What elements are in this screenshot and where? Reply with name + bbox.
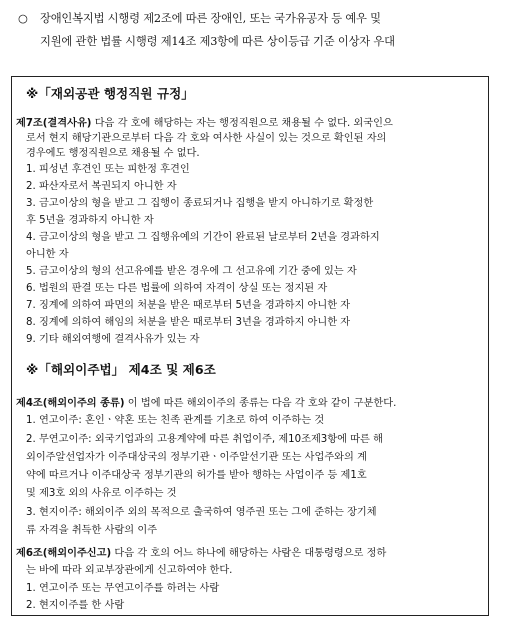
- article-4-line-1: [16, 397, 396, 411]
- circle-bullet-icon: ○: [18, 12, 28, 25]
- article-4-item-cont: 류 자격을 취득한 사람의 이주: [26, 525, 158, 536]
- article-7-item: 4. 금고이상의 형을 받고 그 집행유예의 기간이 완료된 날로부터 2년을 경과하지: [26, 232, 380, 243]
- article-7-item: 3. 금고이상의 형을 받고 그 집행이 종료되거나 집행을 받지 아니하기로 확정한: [26, 198, 374, 209]
- article-6-text: 다음 각 호의 어느 하나에 해당하는 사람은 대통령령으로 정하: [111, 548, 387, 559]
- intro-line-1: 장애인복지법 시행령 제2조에 따른 장애인, 또는 국가유공자 등 예우 및: [40, 12, 381, 25]
- article-6-line-2: 는 바에 따라 외교부장관에게 신고하여야 한다.: [26, 565, 233, 576]
- article-7-item: 1. 피성년 후견인 또는 피한정 후견인: [26, 164, 190, 175]
- article-7-item: 7. 징계에 의하여 파면의 처분을 받은 때로부터 5년을 경과하지 아니한 자: [26, 300, 351, 311]
- intro-line-2: 지원에 관한 법률 시행령 제14조 제3항에 따른 상이등급 기준 이상자 우대: [40, 35, 395, 48]
- article-4-item-cont: 약에 따르거나 이주대상국 정부기관의 허가를 받아 행하는 사업이주 등 제1호: [26, 470, 367, 481]
- article-4-item: 1. 연고이주: 혼인ㆍ약혼 또는 친족 관계를 기초로 하여 이주하는 것: [26, 415, 325, 426]
- article-7-line-2: 로서 현지 해당기관으로부터 다음 각 호와 여사한 사실이 있는 것으로 확인된 자의: [26, 133, 387, 144]
- article-4-text: 이 법에 따른 해외이주의 종류는 다음 각 호와 같이 구분한다.: [124, 398, 397, 409]
- section-1-heading: ※「재외공관 행정직원 규정」: [26, 86, 194, 101]
- section-2-heading: ※「해외이주법」 제4조 및 제6조: [26, 362, 216, 377]
- article-7-item: 9. 기타 해외여행에 결격사유가 있는 자: [26, 334, 200, 345]
- regulation-box: [11, 76, 489, 616]
- article-7-line-3: 경우에도 행정직원으로 채용될 수 없다.: [26, 148, 200, 159]
- article-7-item-cont: 아니한 자: [26, 249, 69, 260]
- article-7-title: 제7조(결격사유): [16, 118, 92, 129]
- article-4-title: 제4조(해외이주의 종류): [16, 398, 125, 409]
- article-7-item: 8. 징계에 의하여 해임의 처분을 받은 때로부터 3년을 경과하지 아니한 자: [26, 317, 351, 328]
- article-6-item: 2. 현지이주를 한 사람: [26, 600, 125, 611]
- article-6-line-1: [16, 547, 386, 561]
- article-7-item: 5. 금고이상의 형의 선고유예를 받은 경우에 그 선고유예 기간 중에 있는 자: [26, 266, 357, 277]
- article-7-item-cont: 후 5년을 경과하지 아니한 자: [26, 215, 154, 226]
- article-4-item-cont: 및 제3호 외의 사유로 이주하는 것: [26, 488, 177, 499]
- article-6-item: 1. 연고이주 또는 무연고이주를 하려는 사람: [26, 583, 220, 594]
- article-7-item: 6. 법원의 판결 또는 다른 법률에 의하여 자격이 상실 또는 정지된 자: [26, 283, 328, 294]
- article-7-item: 2. 파산자로서 복권되지 아니한 자: [26, 181, 177, 192]
- article-4-item-cont: 외이주알선업자가 이주대상국의 정부기관ㆍ이주알선기관 또는 사업주와의 계: [26, 452, 367, 463]
- article-7-text: 다음 각 호에 해당하는 자는 행정직원으로 채용될 수 없다. 외국인으: [91, 118, 393, 129]
- article-4-item: 2. 무연고이주: 외국기업과의 고용계약에 따른 취업이주, 제10조제3항에 따른 해: [26, 434, 383, 445]
- article-4-item: 3. 현지이주: 해외이주 외의 목적으로 출국하여 영주권 또는 그에 준하는 장기체: [26, 507, 377, 518]
- article-6-title: 제6조(해외이주신고): [16, 548, 112, 559]
- article-7-line-1: [16, 117, 393, 131]
